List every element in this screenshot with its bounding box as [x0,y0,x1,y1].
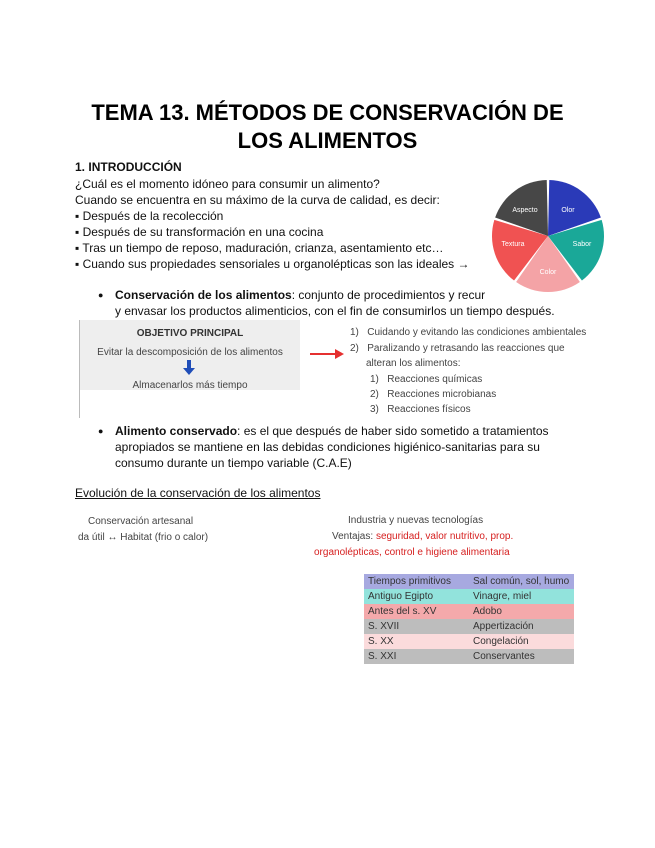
reaction-text: Reacciones microbianas [387,389,497,400]
pie-slice-label: Textura [501,241,525,248]
period-cell: S. XVII [368,621,400,632]
title-line-1: TEMA 13. MÉTODOS DE CONSERVACIÓN DE [91,100,564,125]
divider [79,390,80,418]
bullet-dot: ● [98,426,104,436]
evolution-left-line-2: da útil ↔ Habitat (frio o calor) [78,532,209,543]
method-text-cont: alteran los alimentos: [366,358,461,369]
evolution-right-line-1: Industria y nuevas tecnologías [348,515,484,526]
pie-slice-label: Color [539,269,557,276]
method-cell: Congelación [473,636,529,647]
section-title: INTRODUCCIÓN [88,160,182,174]
objective-box [79,320,300,390]
table-row [364,619,574,634]
period-cell: S. XX [368,636,394,647]
table-row [364,574,574,589]
reaction-text: Reacciones físicos [387,404,471,415]
alimento-line-1: : es el que después de haber sido sometido a tratamientos [237,424,549,438]
bullet-dot: ● [98,290,104,300]
intro-question: ¿Cuál es el momento idóneo para consumir un alimento? [75,177,380,191]
section-number: 1. [75,160,86,174]
period-cell: Antiguo Egipto [368,591,434,602]
method-item [350,326,586,340]
reaction-number: 1) [370,374,379,385]
objective-text: Evitar la descomposición de los alimentos [97,347,283,358]
method-text: Paralizando y retrasando las reacciones que [367,343,565,354]
period-cell: S. XXI [368,651,397,662]
period-cell: Antes del s. XV [368,606,437,617]
intro-item: ▪ Cuando sus propiedades sensoriales u organolépticas son las ideales → [75,257,470,271]
alimento-term: Alimento conservado [115,424,238,438]
alimento-line-3: consumo durante un tiempo variable (C.A.E) [115,456,352,470]
conservacion-line-1: : conjunto de procedimientos y recur [291,288,486,302]
table-row [364,634,574,649]
method-cell: Sal común, sol, humo [473,576,570,587]
method-text: Cuidando y evitando las condiciones ambientales [367,327,587,338]
right-arrow-icon [309,348,345,360]
method-item [350,342,565,356]
evolution-ventajas [332,531,513,542]
alimento-line-2: apropiados se mantiene en las debidas condiciones higiénico-sanitarias para su [115,440,540,454]
evolution-title: Evolución de la conservación de los alimentos [75,486,321,500]
reaction-item [370,388,496,402]
intro-item: ▪ Tras un tiempo de reposo, maduración, crianza, asentamiento etc… [75,241,444,255]
intro-item-text: Después de la recolección [82,209,224,223]
intro-statement: Cuando se encuentra en su máximo de la curva de calidad, es decir: [75,193,440,207]
intro-item-text: Cuando sus propiedades sensoriales u organolépticas son las ideales → [82,257,470,271]
reaction-item [370,403,471,417]
conservacion-definition [115,287,485,303]
objective-heading: OBJETIVO PRINCIPAL [136,328,244,339]
method-cell: Conservantes [473,651,535,662]
sensory-properties-pie [486,174,610,298]
ventajas-text-cont: organolépticas, control e higiene alimentaria [314,547,510,558]
table-row [364,589,574,604]
method-number: 1) [350,327,359,338]
history-table [364,574,574,664]
reaction-text: Reacciones químicas [387,374,483,385]
objective-result: Almacenarlos más tiempo [132,380,248,391]
intro-item-text: Después de su transformación en una cocina [82,225,324,239]
pie-slice-label: Aspecto [512,207,538,214]
pie-slice-label: Olor [561,207,575,214]
page-title [60,99,595,155]
alimento-definition [115,423,577,439]
intro-item-text: Tras un tiempo de reposo, maduración, crianza, asentamiento etc… [82,241,444,255]
intro-item: ▪ Después de su transformación en una cocina [75,225,324,239]
method-number: 2) [350,343,359,354]
reaction-number: 3) [370,404,379,415]
pie-slice-label: Sabor [572,241,592,248]
ventajas-label: Ventajas: [332,531,374,542]
conservacion-term: Conservación de los alimentos [115,288,292,302]
title-line-2: LOS ALIMENTOS [237,128,418,153]
reaction-number: 2) [370,389,379,400]
ventajas-text: seguridad, valor nutritivo, prop. [375,531,514,542]
reaction-item [370,373,482,387]
method-cell: Adobo [473,606,502,617]
method-cell: Vinagre, miel [473,591,532,602]
period-cell: Tiempos primitivos [368,576,451,587]
conservacion-line-2: y envasar los productos alimenticios, con el fin de consumirlos un tiempo después. [115,304,555,318]
section-heading [75,160,182,174]
down-arrow-icon [182,360,196,376]
table-row [364,649,574,664]
table-row [364,604,574,619]
intro-item: ▪ Después de la recolección [75,209,224,223]
method-cell: Appertización [473,621,534,632]
evolution-left-line-1: Conservación artesanal [88,516,194,527]
